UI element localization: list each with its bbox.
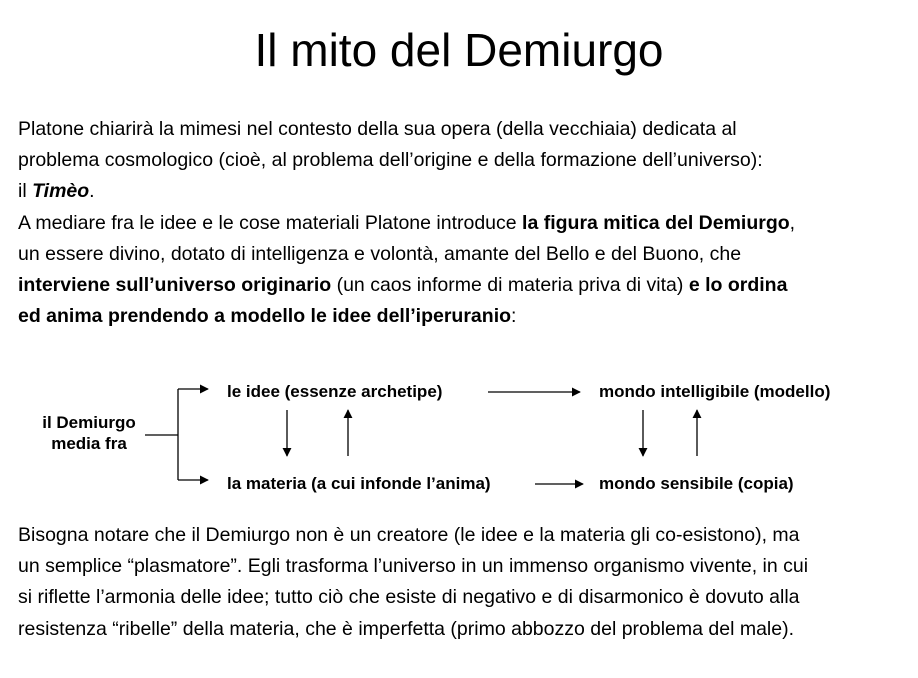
- work-title: Timèo: [32, 180, 90, 203]
- conclusion-line-4: resistenza “ribelle” della materia, che è imperfetta (primo abbozzo del problema del male).: [18, 617, 795, 640]
- source-line-2: media fra: [51, 434, 127, 453]
- intro-text: A mediare fra le idee e le cose materiali Platone introduce: [18, 211, 523, 234]
- emphasis-text: la figura mitica del Demiurgo: [522, 211, 790, 234]
- label-sensible-world: mondo sensibile (copia): [599, 474, 794, 493]
- conclusion-line-2: un semplice “plasmatore”. Egli trasforma l’universo in un immenso organismo vivente, in cui: [18, 555, 809, 578]
- page-title: Il mito del Demiurgo: [254, 24, 664, 76]
- intro-line-5: un essere divino, dotato di intelligenza e volontà, amante del Bello e del Buono, che: [18, 242, 742, 265]
- intro-line-6: [18, 270, 903, 301]
- intro-line-1: Platone chiarirà la mimesi nel contesto della sua opera (della vecchiaia) dedicata al: [18, 118, 737, 140]
- emphasis-text: e lo ordina: [688, 274, 788, 297]
- intro-paragraph: [18, 114, 903, 332]
- intro-text: il: [18, 180, 33, 203]
- conclusion-paragraph: [18, 520, 903, 645]
- intro-line-4: [18, 208, 903, 239]
- conclusion-line-1: Bisogna notare che il Demiurgo non è un creatore (le idee e la materia gli co-esistono), ma: [18, 524, 800, 546]
- emphasis-text: interviene sull’universo originario: [18, 274, 332, 297]
- conclusion-line-3: si riflette l’armonia delle idee; tutto ciò che esiste di negativo e di disarmonico è dovuto alla: [18, 586, 800, 609]
- diagram-source: [36, 412, 142, 454]
- demiurge-diagram: [0, 370, 918, 505]
- intro-line-7: [18, 301, 903, 332]
- intro-line-2: problema cosmologico (cioè, al problema dell’origine e della formazione dell’universo):: [18, 149, 763, 172]
- emphasis-text: ed anima prendendo a modello le idee dell’iperuranio: [18, 305, 512, 328]
- intro-text: :: [511, 305, 517, 328]
- source-line-1: il Demiurgo: [42, 413, 136, 432]
- intro-line-3: [18, 176, 903, 207]
- intro-text: ,: [789, 211, 796, 234]
- intro-text: (un caos informe di materia priva di vita): [331, 274, 689, 297]
- label-matter: la materia (a cui infonde l’anima): [227, 474, 491, 493]
- label-ideas: le idee (essenze archetipe): [227, 382, 443, 401]
- intro-text: .: [89, 180, 95, 203]
- label-intelligible-world: mondo intelligibile (modello): [599, 382, 831, 401]
